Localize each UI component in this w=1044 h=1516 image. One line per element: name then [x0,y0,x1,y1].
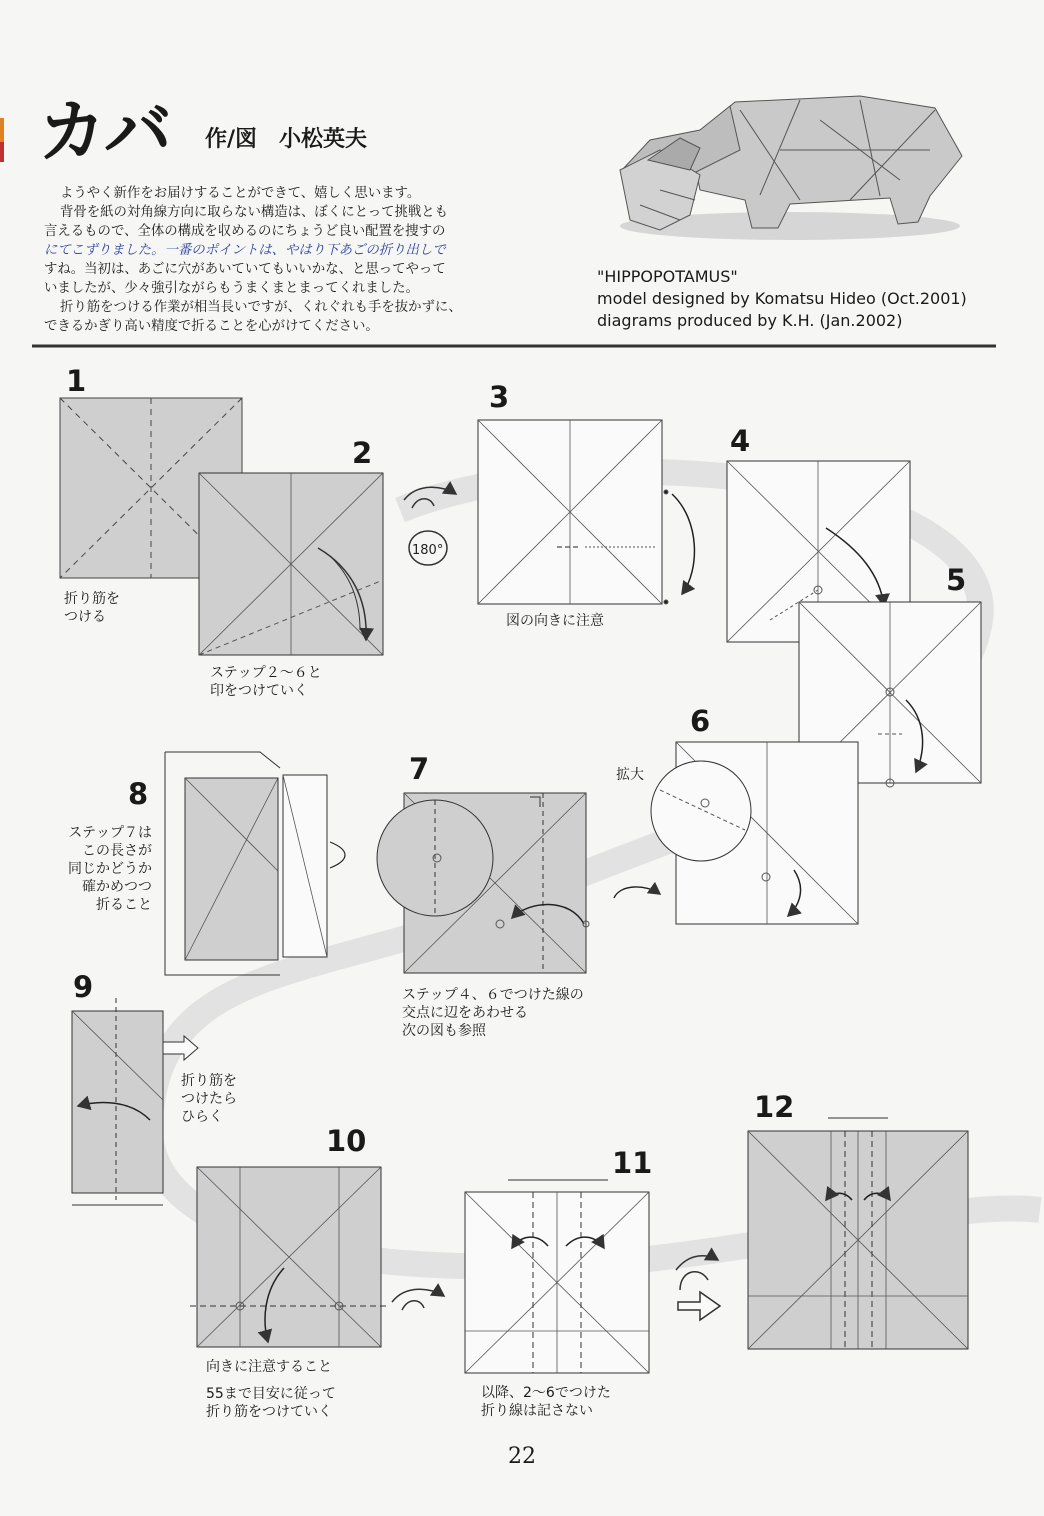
intro-line: ようやく新作をお届けすることができて、嬉しく思います。 [60,186,421,201]
step-6-square [614,742,858,924]
caption-line: つけたら [181,1091,237,1107]
designer-credit: model designed by Komatsu Hideo (Oct.2001) [597,289,967,308]
caption-line: 交点に辺をあわせる [402,1005,528,1021]
step-8-square [165,752,345,975]
page-title: カバ [38,93,171,172]
step-10-caption [206,1358,336,1421]
step-number-5: 5 [946,563,967,597]
step-2-square [199,473,383,655]
step-6-caption: 拡大 [616,767,644,783]
step-number-11: 11 [612,1146,653,1180]
step-8-caption [40,824,152,914]
intro-line: すね。当初は、あごに穴があいていてもいいかな、と思ってやって [44,262,446,277]
edge-tab [0,118,4,162]
english-credits [597,266,967,332]
step-number-4: 4 [730,424,751,458]
step-3-caption: 図の向きに注意 [506,613,604,629]
caption-line: ステップ７は [68,825,152,841]
step-number-2: 2 [352,436,373,470]
caption-line: ステップ４、６でつけた線の [402,987,584,1003]
step-9-caption [181,1072,237,1126]
step-number-1: 1 [66,364,87,398]
step-number-9: 9 [73,970,94,1004]
caption-line: 折り線は記さない [481,1403,593,1419]
step-number-10: 10 [326,1124,367,1158]
step-11-square [465,1180,649,1373]
diagram-credit: diagrams produced by K.H. (Jan.2002) [597,311,903,330]
caption-line: 以降、2〜6でつけた [481,1385,611,1401]
step-number-3: 3 [489,380,510,414]
caption-line: ひらく [181,1109,223,1125]
step-1-caption [64,590,120,626]
hippo-model-illustration [620,96,962,240]
intro-line: 言えるもので、全体の構成を収めるのにちょうど良い配置を捜すの [44,224,446,239]
caption-line: 55まで目安に従って [206,1386,336,1402]
turn-over-icon-2 [392,1289,444,1310]
step-11-caption [481,1384,611,1420]
caption-line: 折り筋を [64,591,120,607]
intro-text [44,184,534,336]
intro-line: 折り筋をつける作業が相当長いですが、くれぐれも手を抜かずに、 [60,300,462,315]
step-number-6: 6 [690,704,711,738]
caption-line: ステップ２〜６と [210,665,322,681]
intro-line: にてこずりました。一番のポイントは、やはり下あごの折り出しで [44,243,446,258]
step-number-8: 8 [128,777,149,811]
step-7-caption [402,986,584,1040]
page-number: 22 [508,1444,536,1469]
caption-line: 折り筋を [181,1073,237,1089]
caption-line: 折ること [96,897,152,913]
step-12-square [748,1118,968,1349]
step-7-square [377,793,589,973]
step-2-caption [210,664,322,700]
intro-line: できるかぎり高い精度で折ることを心がけてください。 [44,319,379,334]
caption-line: 次の図も参照 [402,1023,486,1039]
caption-line: つける [64,609,106,625]
step-10-square [190,1167,388,1347]
caption-line: この長さが [82,843,152,859]
rotation-label: 180° [412,543,444,558]
intro-line: いましたが、少々強引ながらもうまくまとまってくれました。 [44,281,419,296]
author-byline: 作/図 小松英夫 [205,127,368,152]
intro-line: 背骨を紙の対角線方向に取らない構造は、ぼくにとって挑戦とも [60,205,449,220]
step-number-7: 7 [409,752,430,786]
caption-line: 向きに注意すること [206,1359,332,1375]
caption-line: 確かめつつ [82,879,152,895]
caption-line: 同じかどうか [68,861,152,877]
step-number-12: 12 [754,1090,795,1124]
caption-line: 印をつけていく [210,683,308,699]
step-3-square [478,420,694,604]
caption-line: 折り筋をつけていく [206,1404,332,1420]
model-name: "HIPPOPOTAMUS" [597,267,738,286]
